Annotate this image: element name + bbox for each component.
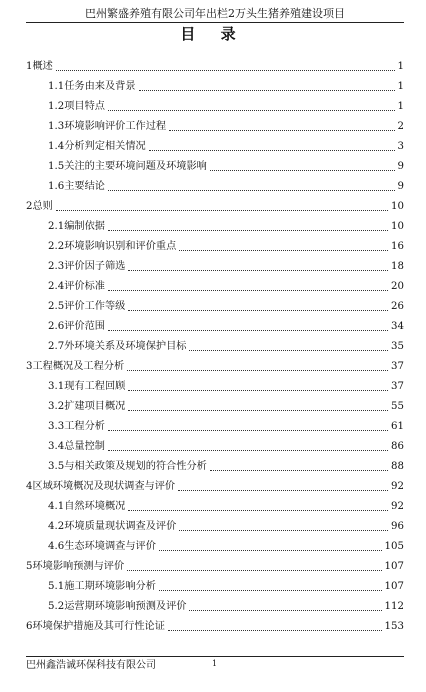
toc-entry[interactable] xyxy=(26,594,404,614)
toc-entry-page: 61 xyxy=(391,421,404,432)
toc-entry[interactable] xyxy=(26,394,404,414)
toc-dot-leader xyxy=(108,229,388,231)
toc-dot-leader xyxy=(179,529,388,531)
footer-page-number: 1 xyxy=(212,659,218,668)
toc-entry-page: 1 xyxy=(397,61,404,72)
toc-entry-label: 3.1现有工程回顾 xyxy=(48,381,126,392)
toc-entry[interactable] xyxy=(26,174,404,194)
toc-entry-label: 2.7外环境关系及环境保护目标 xyxy=(48,341,187,352)
toc-entry-label: 2.6评价范围 xyxy=(48,321,105,332)
toc-entry-label: 3.5与相关政策及规划的符合性分析 xyxy=(48,461,207,472)
toc-dot-leader xyxy=(56,69,395,71)
toc-entry-label: 3.4总量控制 xyxy=(48,441,105,452)
toc-title: 目 录 xyxy=(180,25,246,43)
toc-entry-label: 5环境影响预测与评价 xyxy=(26,561,125,572)
toc-entry-page: 153 xyxy=(384,621,404,632)
toc-entry-page: 92 xyxy=(391,501,404,512)
toc-entry[interactable] xyxy=(26,614,404,634)
toc-entry-label: 2.2环境影响识别和评价重点 xyxy=(48,241,177,252)
toc-dot-leader xyxy=(139,89,395,91)
toc-entry[interactable] xyxy=(26,194,404,214)
toc-entry-label: 1.5关注的主要环境问题及环境影响 xyxy=(48,161,207,172)
toc-entry[interactable] xyxy=(26,94,404,114)
toc-entry-label: 2总则 xyxy=(26,201,53,212)
toc-entry-page: 35 xyxy=(391,341,404,352)
toc-entry-label: 1.3环境影响评价工作过程 xyxy=(48,121,167,132)
toc-dot-leader xyxy=(179,249,388,251)
toc-entry-page: 86 xyxy=(391,441,404,452)
toc-entry-page: 37 xyxy=(391,361,404,372)
toc-entry[interactable] xyxy=(26,134,404,154)
toc-entry[interactable] xyxy=(26,534,404,554)
toc-dot-leader xyxy=(189,349,388,351)
toc-entry-page: 9 xyxy=(397,161,404,172)
toc-dot-leader xyxy=(127,369,388,371)
toc-entry-label: 3.2扩建项目概况 xyxy=(48,401,126,412)
toc-dot-leader xyxy=(159,549,382,551)
toc-dot-leader xyxy=(108,189,395,191)
toc-entry-page: 96 xyxy=(391,521,404,532)
toc-entry[interactable] xyxy=(26,114,404,134)
toc-entry[interactable] xyxy=(26,254,404,274)
toc-entry-label: 4.1自然环境概况 xyxy=(48,501,126,512)
toc-dot-leader xyxy=(56,209,388,211)
toc-entry-label: 1.1任务由来及背景 xyxy=(48,81,136,92)
toc-entry-page: 26 xyxy=(391,301,404,312)
toc-entry[interactable] xyxy=(26,54,404,74)
toc-entry-page: 37 xyxy=(391,381,404,392)
toc-entry-page: 88 xyxy=(391,461,404,472)
toc-entry-page: 9 xyxy=(397,181,404,192)
toc-entry-label: 1概述 xyxy=(26,61,53,72)
toc-entry-label: 1.2项目特点 xyxy=(48,101,105,112)
toc-dot-leader xyxy=(149,149,395,151)
toc-entry[interactable] xyxy=(26,154,404,174)
toc-entry-page: 1 xyxy=(397,101,404,112)
page-footer xyxy=(26,656,404,673)
toc-dot-leader xyxy=(108,109,395,111)
toc-entry-page: 2 xyxy=(397,121,404,132)
toc-entry[interactable] xyxy=(26,294,404,314)
toc-entry-page: 34 xyxy=(391,321,404,332)
toc-entry[interactable] xyxy=(26,334,404,354)
toc-entry-page: 107 xyxy=(384,581,404,592)
toc-entry[interactable] xyxy=(26,514,404,534)
toc-entry[interactable] xyxy=(26,74,404,94)
toc-entry-page: 3 xyxy=(397,141,404,152)
toc-entry-label: 4.2环境质量现状调查及评价 xyxy=(48,521,177,532)
toc-dot-leader xyxy=(127,569,381,571)
toc-entry-label: 3工程概况及工程分析 xyxy=(26,361,125,372)
toc-entry[interactable] xyxy=(26,454,404,474)
toc-entry-page: 112 xyxy=(384,601,404,612)
toc-entry-label: 5.1施工期环境影响分析 xyxy=(48,581,156,592)
toc-dot-leader xyxy=(128,409,388,411)
toc-dot-leader xyxy=(210,169,395,171)
toc-entry[interactable] xyxy=(26,494,404,514)
toc-entry-label: 6环境保护措施及其可行性论证 xyxy=(26,621,165,632)
toc-entry[interactable] xyxy=(26,474,404,494)
toc-entry-label: 4.6生态环境调查与评价 xyxy=(48,541,156,552)
toc-entry-page: 10 xyxy=(391,221,404,232)
toc-entry[interactable] xyxy=(26,374,404,394)
toc-entry[interactable] xyxy=(26,414,404,434)
toc-entry-page: 1 xyxy=(397,81,404,92)
toc-dot-leader xyxy=(128,269,388,271)
toc-entry-page: 20 xyxy=(391,281,404,292)
toc-entry[interactable] xyxy=(26,574,404,594)
toc-entry-label: 3.3工程分析 xyxy=(48,421,105,432)
page-header: 巴州繁盛养殖有限公司年出栏2万头生猪养殖建设项目 xyxy=(26,6,404,23)
toc-dot-leader xyxy=(159,589,382,591)
toc-entry[interactable] xyxy=(26,434,404,454)
toc-entry-page: 10 xyxy=(391,201,404,212)
toc-entry-page: 92 xyxy=(391,481,404,492)
toc-entry-label: 1.4分析判定相关情况 xyxy=(48,141,146,152)
toc-entry-label: 2.3评价因子筛选 xyxy=(48,261,126,272)
toc-dot-leader xyxy=(108,449,388,451)
toc-dot-leader xyxy=(189,609,381,611)
toc-dot-leader xyxy=(178,489,388,491)
table-of-contents xyxy=(26,54,404,634)
toc-dot-leader xyxy=(210,469,388,471)
toc-dot-leader xyxy=(168,629,382,631)
toc-entry-label: 2.1编制依据 xyxy=(48,221,105,232)
toc-entry-page: 18 xyxy=(391,261,404,272)
toc-entry-label: 1.6主要结论 xyxy=(48,181,105,192)
toc-entry[interactable] xyxy=(26,314,404,334)
toc-dot-leader xyxy=(128,389,388,391)
toc-entry-label: 2.5评价工作等级 xyxy=(48,301,126,312)
toc-entry-page: 107 xyxy=(384,561,404,572)
toc-entry-label: 4区域环境概况及现状调查与评价 xyxy=(26,481,176,492)
toc-entry[interactable] xyxy=(26,274,404,294)
toc-entry-page: 105 xyxy=(384,541,404,552)
toc-dot-leader xyxy=(169,129,394,131)
toc-entry-page: 16 xyxy=(391,241,404,252)
toc-entry[interactable] xyxy=(26,214,404,234)
toc-entry[interactable] xyxy=(26,234,404,254)
toc-dot-leader xyxy=(128,309,388,311)
footer-company: 巴州鑫浩诚环保科技有限公司 xyxy=(26,660,156,671)
toc-entry-label: 2.4评价标准 xyxy=(48,281,105,292)
toc-entry-page: 55 xyxy=(391,401,404,412)
toc-dot-leader xyxy=(108,289,388,291)
toc-dot-leader xyxy=(128,509,388,511)
toc-dot-leader xyxy=(108,329,388,331)
toc-entry[interactable] xyxy=(26,554,404,574)
toc-dot-leader xyxy=(108,429,388,431)
toc-entry[interactable] xyxy=(26,354,404,374)
toc-entry-label: 5.2运营期环境影响预测及评价 xyxy=(48,601,187,612)
